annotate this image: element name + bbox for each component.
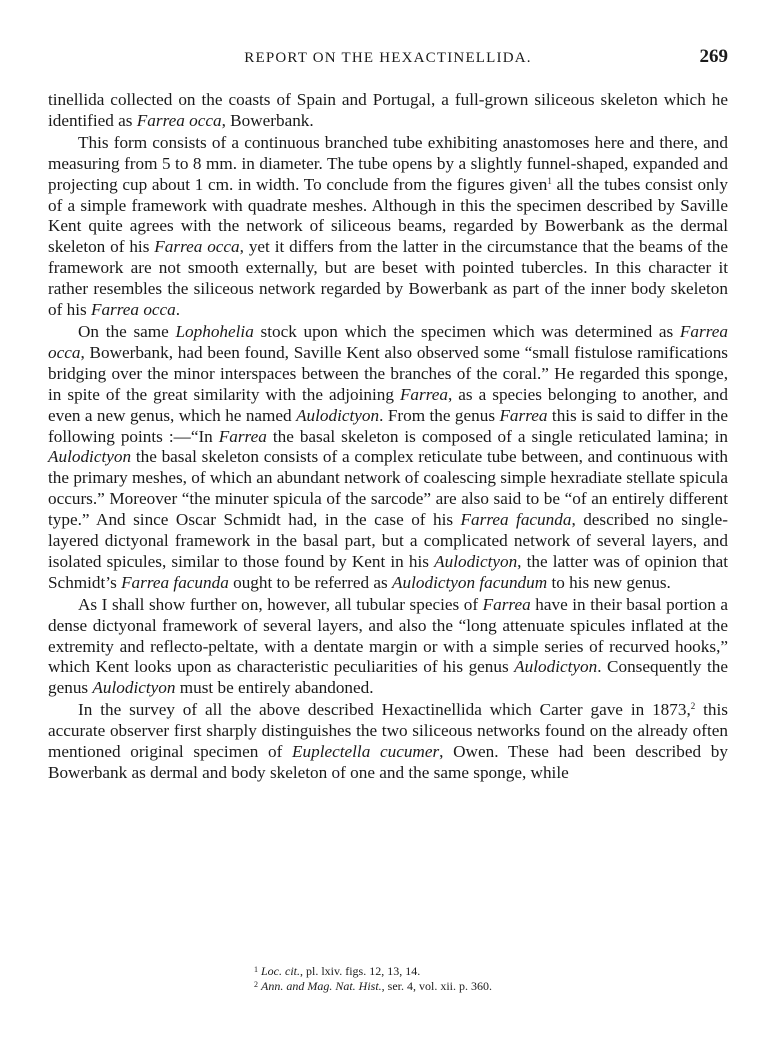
text-run: , yet it differs from the latter in the circumstance that the beams of the framework are not smooth externally, but are beset with pointed tubercles. In this character it rather resembles the siliceous network regarded by Bowerbank as part of the inner body skeleton of his bbox=[48, 237, 728, 320]
citation-abbrev: Loc. cit. bbox=[261, 964, 300, 978]
text-run: tinellida collected on the coasts of Spain and Portugal, a full-grown siliceous skeleton which he identified as bbox=[48, 90, 728, 130]
text-run: must be entirely abandoned. bbox=[175, 678, 374, 698]
taxon-name: Farrea bbox=[218, 426, 267, 446]
page-number: 269 bbox=[699, 46, 728, 67]
text-run: , described no single-layered dictyonal framework in the basal part, but a complicated network of several layers, and isolated spicules, similar to those found by Kent in his bbox=[48, 510, 728, 571]
taxon-name: Aulodictyon bbox=[296, 405, 380, 425]
text-run: . From the genus bbox=[379, 405, 500, 425]
text-run: On the same bbox=[78, 321, 176, 341]
citation-detail: , pl. lxiv. figs. 12, 13, 14. bbox=[300, 964, 421, 978]
paragraph-3 bbox=[48, 322, 728, 594]
text-run: , the latter was of opinion that Schmidt’s bbox=[48, 551, 728, 592]
text-run: the basal skeleton is composed of a single reticulated lamina; in bbox=[266, 426, 728, 446]
footnote-mark: 2 bbox=[254, 980, 258, 989]
text-run: , Bowerbank. bbox=[221, 110, 314, 130]
footnote-2 bbox=[254, 979, 674, 994]
text-run: have in their basal portion a dense dictyonal framework of several layers, and also the “long attenuate spicules inflated at the extremity and reflecto-peltate, with a dentate margin or with a simple series of recurved hooks,” which Kent looks upon as characteristic peculiarities of his genus bbox=[48, 594, 728, 677]
footnote-ref-2: 2 bbox=[690, 701, 696, 712]
paragraph-2 bbox=[48, 133, 728, 321]
footnote-1 bbox=[254, 964, 674, 979]
text-run: this is said to differ in the following points :—“In bbox=[48, 405, 728, 446]
taxon-name: Aulodictyon facundum bbox=[392, 572, 548, 592]
journal-title: Ann. and Mag. Nat. Hist. bbox=[261, 979, 382, 993]
body-text bbox=[48, 90, 728, 784]
text-run: , Bowerbank, had been found, Saville Kent also observed some “small fistulose ramifications bridging over the minor interspaces between the branches of the coral.” He regarded this sponge, in spite of the great similarity with the adjoining bbox=[48, 342, 728, 404]
taxon-name: Lophohelia bbox=[175, 321, 254, 341]
page-header bbox=[48, 46, 728, 70]
text-run: As I shall show further on, however, all tubular species of bbox=[78, 594, 483, 614]
text-run: , as a species belonging to another, and even a new genus, which he named bbox=[48, 384, 729, 425]
citation-detail: , ser. 4, vol. xii. p. 360. bbox=[381, 979, 493, 993]
taxon-name: Farrea occa bbox=[136, 110, 222, 130]
taxon-name: Farrea bbox=[399, 384, 448, 404]
taxon-name: Aulodictyon bbox=[434, 551, 518, 571]
text-run: In the survey of all the above described Hexactinellida which Carter gave in 1873, bbox=[78, 700, 691, 720]
taxon-name: Farrea occa bbox=[90, 300, 176, 320]
taxon-name: Farrea occa bbox=[48, 321, 728, 362]
taxon-name: Farrea occa bbox=[154, 237, 240, 257]
text-run: This form consists of a continuous branched tube exhibiting anastomoses here and there, and measuring from 5 to 8 mm. in diameter. The tube opens by a slightly funnel-shaped, expanded and projecting cup about 1 cm. in width. To conclude from the figures given bbox=[48, 132, 728, 194]
footnote-ref-1: 1 bbox=[547, 175, 552, 186]
text-run: , Owen. These had been described by Bowerbank as dermal and body skeleton of one and the same sponge, while bbox=[48, 742, 728, 782]
text-run: to his new genus. bbox=[547, 572, 671, 592]
paragraph-1 bbox=[48, 90, 728, 132]
paragraph-4 bbox=[48, 595, 728, 700]
text-run: . Consequently the genus bbox=[48, 657, 728, 698]
taxon-name: Farrea bbox=[499, 405, 548, 425]
taxon-name: Farrea facunda bbox=[460, 510, 572, 530]
text-run: stock upon which the specimen which was determined as bbox=[253, 321, 680, 341]
text-run: the basal skeleton consists of a complex reticulate tube between, and continuous with the primary meshes, of which an abundant network of coalescing simple hexradiate stellate spicula occurs.” Moreover “the minuter spicula of the sarcode” are also said to be “of an entirely different type.” And since Oscar Schmidt had, in the case of his bbox=[48, 447, 728, 530]
taxon-name: Farrea facunda bbox=[121, 572, 229, 592]
taxon-name: Aulodictyon bbox=[514, 657, 598, 677]
footnotes bbox=[254, 964, 674, 994]
footnote-mark: 1 bbox=[254, 965, 258, 974]
text-run: this accurate observer first sharply distinguishes the two siliceous networks found on the already often mentioned original specimen of bbox=[48, 700, 728, 762]
taxon-name: Farrea bbox=[482, 594, 531, 614]
taxon-name: Aulodictyon bbox=[48, 447, 132, 467]
running-head: REPORT ON THE HEXACTINELLIDA. bbox=[244, 50, 532, 66]
taxon-name: Aulodictyon bbox=[92, 678, 176, 698]
text-run: ought to be referred as bbox=[228, 572, 393, 592]
paragraph-5 bbox=[48, 700, 728, 784]
text-run: all the tubes consist only of a simple framework with quadrate meshes. Although in this the specimen described by Saville Kent quite agrees with the network of siliceous beams, regarded by Bowerbank as the dermal skeleton of his bbox=[48, 174, 729, 257]
taxon-name: Euplectella cucumer bbox=[292, 742, 440, 762]
text-run: . bbox=[175, 300, 181, 320]
